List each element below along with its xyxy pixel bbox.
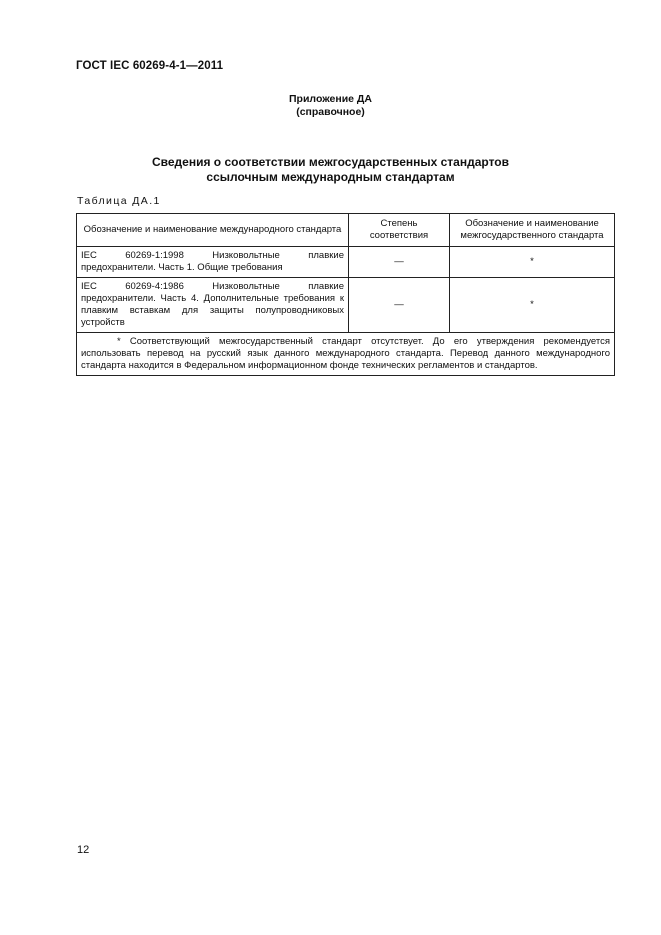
header-international-standard: Обозначение и наименование международного стандарта [77, 214, 349, 247]
table-note-row [77, 333, 615, 376]
document-code: ГОСТ IEC 60269-4-1—2011 [76, 60, 224, 72]
table-footnote: * Соответствующий межгосударственный стандарт отсутствует. До его утверждения рекомендуется использовать перевод на русский язык данного международного стандарта. Перевод данного международного стандарта находится в Федеральном информационном фонде технических регламентов и стандартов. [77, 333, 615, 376]
annex-subtitle: (справочное) [296, 106, 365, 118]
header-interstate-standard: Обозначение и наименование межгосударственного стандарта [450, 214, 615, 247]
section-title-line-1: Сведения о соответствии межгосударственных стандартов [152, 155, 509, 169]
cell-degree: — [349, 247, 450, 278]
cell-interstate-standard: * [450, 278, 615, 333]
table-row [77, 278, 615, 333]
table-header-row [77, 214, 615, 247]
section-title [0, 155, 661, 185]
cell-interstate-standard: * [450, 247, 615, 278]
cell-degree: — [349, 278, 450, 333]
cell-international-standard: IEC 60269-1:1998 Низковольтные плавкие предохранители. Часть 1. Общие требования [77, 247, 349, 278]
annex-title: Приложение ДА [289, 93, 372, 105]
table-row [77, 247, 615, 278]
header-degree-of-correspondence: Степень соответствия [349, 214, 450, 247]
page-number: 12 [77, 844, 90, 856]
table-caption: Таблица ДА.1 [77, 195, 161, 207]
cell-international-standard: IEC 60269-4:1986 Низковольтные плавкие предохранители. Часть 4. Дополнительные требования к плавким вставкам для защиты полупроводниковых устройств [77, 278, 349, 333]
section-title-line-2: ссылочным международным стандартам [206, 170, 455, 184]
annex-heading [0, 93, 661, 119]
correspondence-table [76, 213, 615, 376]
